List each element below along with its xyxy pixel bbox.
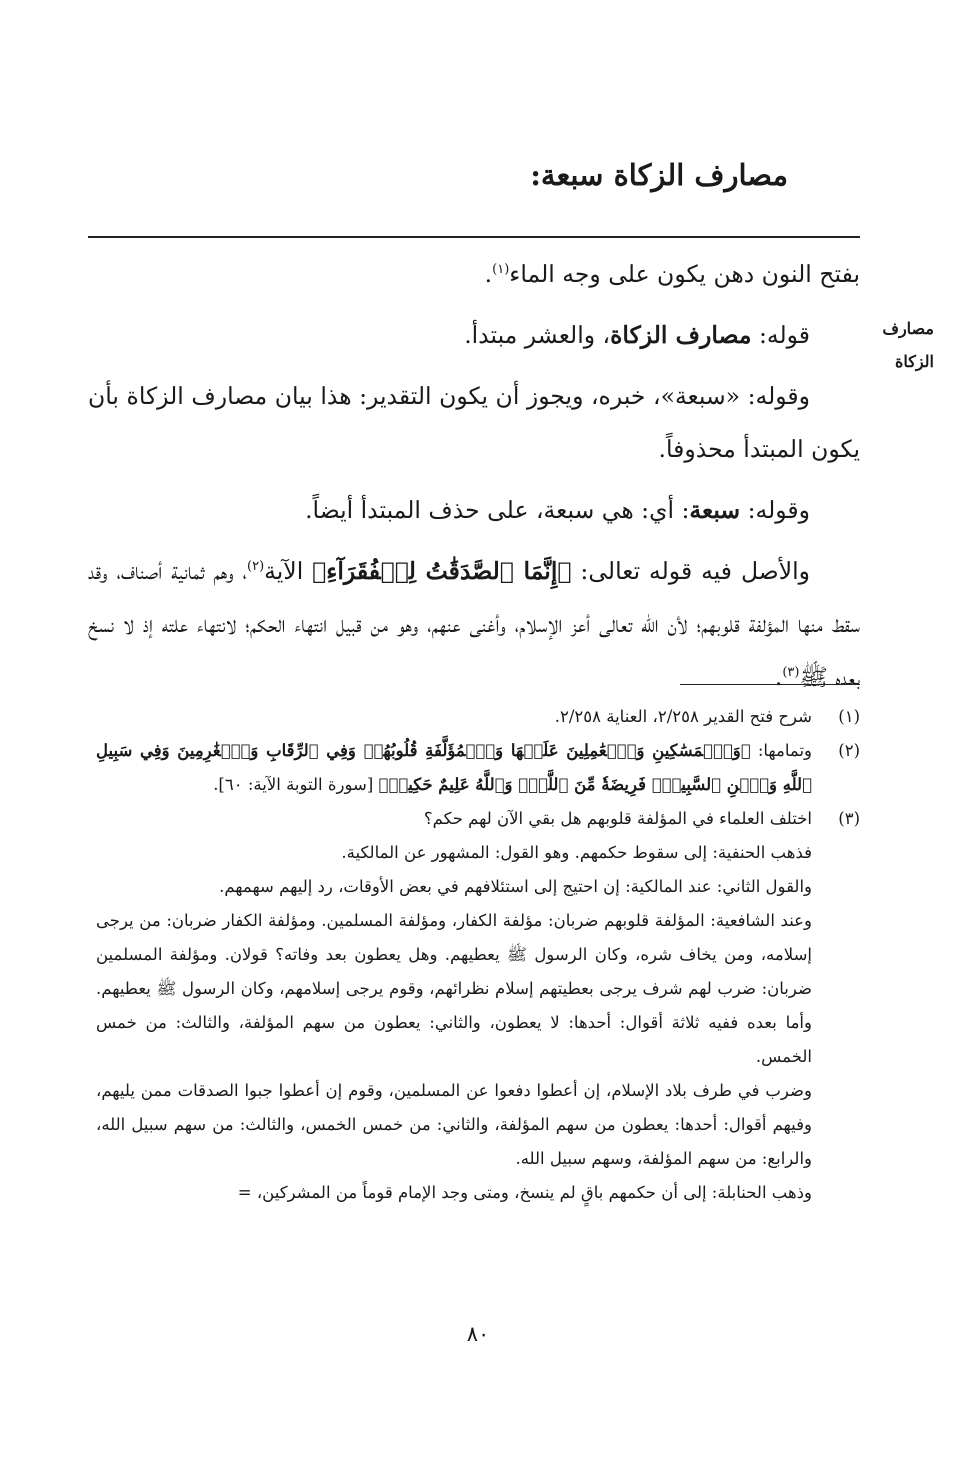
footnote-3-line: اختلف العلماء في المؤلفة قلوبهم هل بقي الآن لهم حكم؟ bbox=[423, 809, 812, 828]
paragraph-1 bbox=[88, 248, 860, 301]
footnote-2-text bbox=[96, 734, 812, 802]
paragraph-3: وقوله: «سبعة»، خبره، ويجوز أن يكون التقدير: هذا بيان مصارف الزكاة بأن يكون المبتدأ محذوفاً. bbox=[88, 382, 860, 463]
margin-note bbox=[852, 312, 934, 378]
main-text bbox=[88, 248, 860, 704]
footnote-divider bbox=[680, 684, 860, 685]
footnote-ref-3: (٣) bbox=[782, 665, 800, 681]
footnote-2-source: [سورة التوبة الآية: ٦٠]. bbox=[213, 775, 379, 794]
paragraph-2-intro: قوله: bbox=[751, 321, 810, 349]
quran-verse: ﴿إِنَّمَا ٱلصَّدَقَٰتُ لِلۡفُقَرَآءِ﴾ bbox=[312, 557, 572, 585]
paragraph-2-rest: ، والعشر مبتدأ. bbox=[464, 321, 611, 349]
footnote-1-text: شرح فتح القدير ٢/٢٥٨، العناية ٢/٢٥٨. bbox=[554, 707, 812, 726]
footnote-2-verse: ﴿وَٱلۡمَسَٰكِينِ وَٱلۡعَٰمِلِينَ عَلَيۡهَا وَٱلۡمُؤَلَّفَةِ قُلُوبُهُمۡ وَفِي ٱلرِّقَابِ وَٱلۡغَٰرِمِينَ وَفِي سَبِيلِ ٱللَّهِ وَٱبۡنِ ٱلسَّبِيلِۖ فَرِيضَةٗ مِّنَ ٱللَّهِۗ وَٱللَّهُ عَلِيمٌ حَكِيمٞ﴾ bbox=[96, 741, 812, 794]
page-number: ٨٠ bbox=[466, 1322, 490, 1346]
paragraph-4-rest: : أي: هي سبعة، على حذف المبتدأ أيضاً. bbox=[305, 496, 690, 524]
paragraph-5 bbox=[88, 545, 860, 704]
footnotes bbox=[96, 700, 860, 1210]
paragraph-5-end: . bbox=[774, 663, 783, 691]
paragraph-1-end: . bbox=[484, 260, 493, 288]
footnote-3-line: وضرب في طرف بلاد الإسلام، إن أعطوا دفعوا عن المسلمين، وقوم إن أعطوا جبوا الصدقات ممن يليهم، وفيهم أقوال: أحدها: يعطون من سهم المؤلفة، والثاني: من خمس الخمس، والثالث: من سهم سبيل الله، والرابع: من سهم المؤلفة، وسهم سبيل الله. bbox=[96, 1081, 812, 1168]
header-divider bbox=[88, 236, 860, 238]
footnote-2-intro: وتمامها: bbox=[750, 741, 812, 760]
footnote-1-number: (١) bbox=[838, 707, 860, 726]
footnote-ref-2: (٢) bbox=[247, 559, 265, 575]
footnote-3-line: وعند الشافعية: المؤلفة قلوبهم ضربان: مؤلفة الكفار، ومؤلفة المسلمين. ومؤلفة الكفار ضربان: من يرجى إسلامه، ومن يخاف شره، وكان الرسول ﷺ يعطيهم. وهل يعطون بعد وفاته؟ قولان. ومؤلفة المسلمين ضربان: ضرب لهم شرف يرجى بعطيتهم إسلام نظرائهم، وقوم يرجى إسلامهم، وكان الرسول ﷺ يعطيهم. وأما بعده ففيه ثلاثة أقوال: أحدها: لا يعطون، والثاني: يعطون من سهم المؤلفة، والثالث: من خمس الخمس. bbox=[96, 911, 812, 1066]
footnote-2-number: (٢) bbox=[838, 741, 860, 760]
paragraph-1-text: بفتح النون دهن يكون على وجه الماء bbox=[509, 260, 860, 288]
paragraph-4 bbox=[88, 484, 860, 537]
footnote-3 bbox=[96, 802, 860, 1210]
footnote-3-line: وذهب الحنابلة: إلى أن حكمهم باقٍ لم ينسخ، ومتى وجد الإمام قوماً من المشركين، = bbox=[237, 1183, 812, 1202]
page-heading: مصارف الزكاة سبعة: bbox=[530, 158, 788, 192]
footnote-3-line: والقول الثاني: عند المالكية: إن احتيج إلى استئلافهم في بعض الأوقات، رد إليهم سهمهم. bbox=[219, 877, 812, 896]
paragraph-2-bold: مصارف الزكاة bbox=[610, 321, 752, 349]
paragraph-4-bold: سبعة bbox=[689, 496, 741, 524]
paragraph-5-rest: ، وهم ثمانية أصناف، وقد سقط منها المؤلفة قلوبهم؛ لأن الله تعالى أعز الإسلام، وأغنى عنهم، وهو من قبيل انتهاء الحكم؛ لانتهاء علته إذ لا نسخ بعده ﷺ bbox=[88, 557, 860, 691]
footnote-ref-1: (١) bbox=[492, 262, 510, 278]
footnote-3-number: (٣) bbox=[838, 809, 860, 828]
margin-note-line2: الزكاة bbox=[894, 352, 934, 371]
footnote-3-line: فذهب الحنفية: إلى سقوط حكمهم. وهو القول: المشهور عن المالكية. bbox=[341, 843, 812, 862]
paragraph-5-aya: الآية bbox=[264, 557, 313, 585]
paragraph-2 bbox=[88, 309, 860, 362]
footnote-2 bbox=[96, 734, 860, 802]
margin-note-line1: مصارف bbox=[882, 319, 934, 338]
paragraph-4-intro: وقوله: bbox=[740, 496, 810, 524]
footnote-1 bbox=[96, 700, 860, 734]
paragraph-5-intro: والأصل فيه قوله تعالى: bbox=[571, 557, 811, 585]
